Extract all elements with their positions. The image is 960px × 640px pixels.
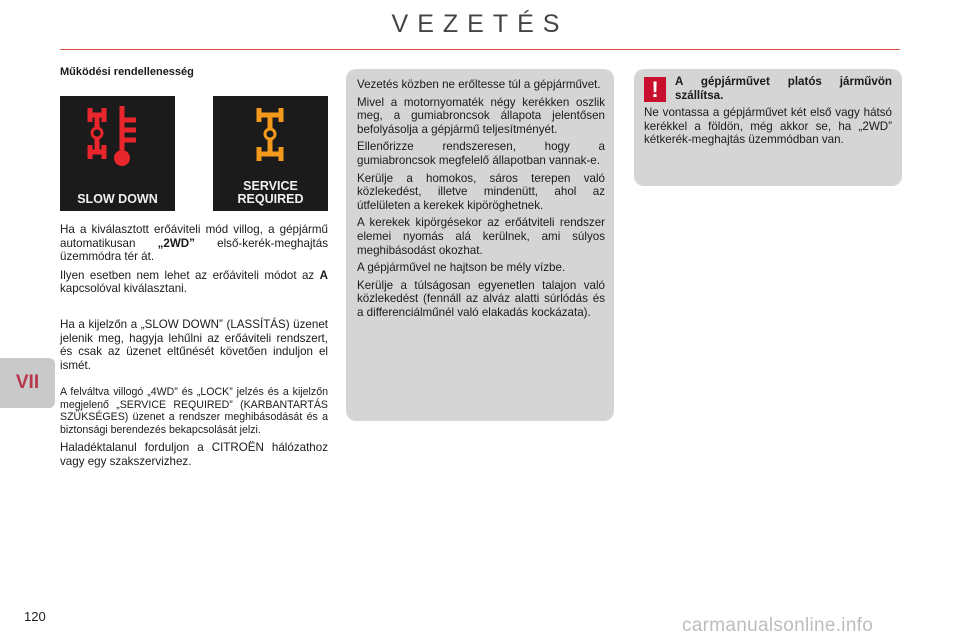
page-number: 120 bbox=[24, 609, 46, 624]
advice-item: Mivel a motornyomaték négy kerékken oszlik meg, a gumiabroncsok állapota jelentősen befolyásolja a gépjármű teljesítményét. bbox=[357, 95, 605, 136]
towing-warning-box bbox=[634, 69, 902, 186]
advice-item: Ellenőrizze rendszeresen, hogy a gumiabroncsok megfelelő állapotban vannak-e. bbox=[357, 140, 605, 167]
advice-item: Kerülje a túlságosan egyenetlen talajon való közlekedést (fennáll az alváz alatti súrlódás és a differenciálműnél való elakadás kockázata). bbox=[357, 278, 605, 319]
paragraph-2wd: Ha a kiválasztott erőáviteli mód villog, a gépjármű automatikusan „2WD” első-kerék-meghajtás üzemmódra tér át. bbox=[60, 223, 328, 264]
chapter-tab: VII bbox=[0, 358, 55, 408]
exclamation-icon: ! bbox=[644, 77, 666, 102]
paragraph-slow-down: Ha a kijelzőn a „SLOW DOWN” (LASSÍTÁS) üzenet jelenik meg, hagyja lehűlni az erőáviteli rendszert, és csak az üzenet eltűnését követően induljon el ismét. bbox=[60, 317, 328, 372]
advice-item: A kerekek kipörgésekor az erőátviteli rendszer elemei nyomás alá kerülnek, ami súlyos meghibásodást okozhat. bbox=[357, 216, 605, 257]
service-required-lamp bbox=[213, 96, 328, 211]
warning-images bbox=[60, 96, 328, 211]
service-line: SERVICE bbox=[243, 179, 298, 193]
section-heading: Működési rendellenesség bbox=[60, 66, 194, 78]
required-line: REQUIRED bbox=[237, 192, 304, 206]
advice-item: Kerülje a homokos, sáros terepen való közlekedést, illetve mindenütt, ahol az útfelületen a kerekek kipöröghetnek. bbox=[357, 171, 605, 212]
4wd-service-warning-icon bbox=[213, 100, 328, 182]
advice-item: Vezetés közben ne erőltesse túl a gépjárművet. bbox=[357, 78, 601, 91]
alert-title: A gépjárművet platós járművön szállítsa. bbox=[675, 75, 892, 102]
paragraph-service-required: A felváltva villogó „4WD” és „LOCK” jelzés és a kijelzőn megjelenő „SERVICE REQUIRED” (KARBANTARTÁS SZÜKSÉGES) üzenet a rendszer meghibásodását és a biztonsági berendezés bekapcsolását jelzi. bbox=[60, 386, 328, 436]
paragraph-contact: Haladéktalanul forduljon a CITROËN hálózathoz vagy egy szakszervizhez. bbox=[60, 440, 328, 468]
alert-head bbox=[644, 75, 892, 102]
service-required-label bbox=[213, 180, 328, 206]
paragraph-switch: Ilyen esetben nem lehet az erőáviteli módot az A kapcsolóval kiválasztani. bbox=[60, 268, 328, 296]
left-column bbox=[60, 66, 328, 473]
slow-down-label: SLOW DOWN bbox=[77, 192, 158, 206]
slow-down-lamp bbox=[60, 96, 175, 211]
4wd-overheat-warning-icon bbox=[60, 100, 175, 182]
title-rule bbox=[60, 49, 900, 50]
advice-item: A gépjárművel ne hajtson be mély vízbe. bbox=[357, 261, 566, 275]
alert-body: Ne vontassa a gépjárművet két első vagy hátsó kerékkel a földön, még akkor se, ha „2WD” kétkerék-meghajtás üzemmódban van. bbox=[644, 106, 892, 147]
page-title: VEZETÉS bbox=[391, 10, 569, 38]
driving-advice-box bbox=[346, 69, 614, 421]
watermark: carmanualsonline.info bbox=[682, 615, 874, 636]
